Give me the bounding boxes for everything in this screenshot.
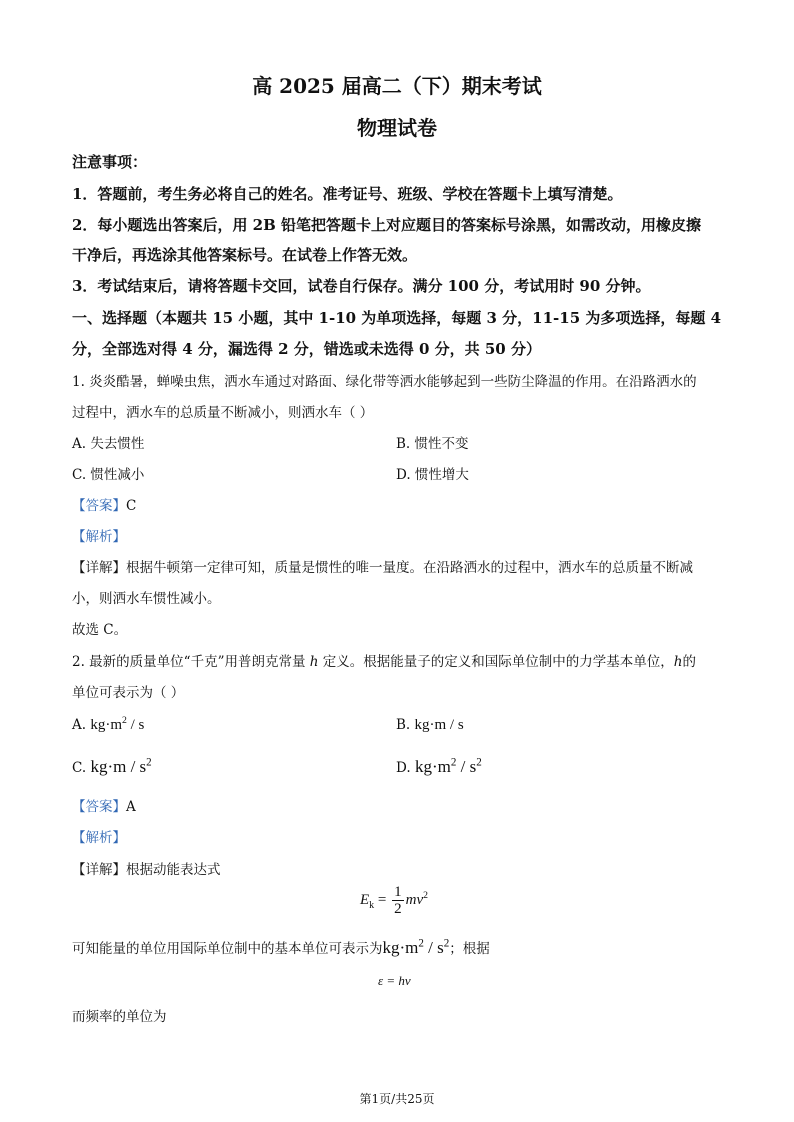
q1-detail-line-1 — [72, 556, 693, 576]
q2-detail-text: 根据动能表达式 — [126, 862, 221, 878]
q2-stem-symbol-h-2: h — [673, 654, 683, 670]
section-heading-line-1: 一、选择题（本题共 15 小题，其中 1-10 为单项选择，每题 3 分，11-15 为多项选择，每题 4 — [72, 309, 722, 327]
q2-option-b — [396, 714, 464, 734]
q1-option-b: B. 惯性不变 — [396, 436, 469, 452]
q1-answer-value: C — [126, 498, 137, 514]
q2-answer-label: 【答案】 — [72, 799, 126, 815]
q2-detail-label: 【详解】 — [72, 862, 126, 878]
exam-title: 高 2025 届高二（下）期末考试 — [252, 74, 542, 98]
section-heading-line-2: 分，全部选对得 4 分，漏选得 2 分，错选或未选得 0 分，共 50 分） — [72, 340, 541, 358]
q1-analysis-label: 【解析】 — [72, 529, 126, 545]
q2-option-d-label: D. — [396, 760, 415, 776]
q2-stem-line-1 — [72, 650, 696, 670]
notice-heading: 注意事项： — [72, 153, 148, 171]
q2-option-d-unit: $kg\cdot m^2 / s^2$ — [414, 756, 482, 776]
fraction-one-half: $\frac{1}{2}$ — [394, 884, 402, 917]
page-number: 第1页/共25页 — [359, 1092, 435, 1106]
notice-item-2-line-1: 2．每小题选出答案后，用 2B 铅笔把答题卡上对应题目的答案标号涂黑，如需改动，用橡皮擦 — [72, 216, 702, 234]
q2-energy-unit-line: 可知能量的单位用国际单位制中的基本单位可表示为$kg\cdot m^2 / s^2$；根据 — [72, 937, 490, 957]
q2-option-c-label: C. — [72, 760, 91, 776]
exam-subtitle: 物理试卷 — [357, 116, 437, 140]
q1-answer — [72, 494, 136, 514]
q1-stem-line-1: 1. 炎炎酷暑，蝉噪虫焦，洒水车通过对路面、绿化带等洒水能够起到一些防尘降温的作用。在沿路洒水的 — [72, 374, 697, 390]
q2-option-a-label: A. — [72, 717, 91, 733]
q1-conclusion: 故选 C。 — [72, 622, 128, 638]
q1-stem-line-2: 过程中，洒水车的总质量不断减小，则洒水车（ ） — [72, 405, 374, 421]
q2-stem-text-b: 定义。根据能量子的定义和国际单位制中的力学基本单位， — [318, 654, 674, 670]
q2-option-a-unit: $kg\cdot m^2 / s$ — [90, 715, 145, 733]
kinetic-energy-equation: $E_k$ = $\frac{1}{2}$ $mv^2$ — [360, 884, 429, 917]
q1-option-a: A. 失去惯性 — [72, 436, 145, 452]
q2-option-c — [72, 757, 152, 777]
q2-answer-value: A — [126, 799, 136, 815]
q2-option-b-label: B. — [396, 717, 415, 733]
q2-detail-line — [72, 858, 221, 878]
photon-energy-equation: ε = hν — [378, 973, 411, 988]
q2-option-c-unit: $kg\cdot m / s^2$ — [90, 756, 152, 776]
q2-last-line: 而频率的单位为 — [72, 1009, 167, 1025]
q1-answer-label: 【答案】 — [72, 498, 126, 514]
notice-item-2-line-2: 干净后，再选涂其他答案标号。在试卷上作答无效。 — [72, 246, 418, 264]
q2-option-d — [396, 757, 482, 777]
q2-stem-char-de: 的 — [682, 654, 696, 670]
notice-item-3: 3．考试结束后，请将答题卡交回，试卷自行保存。满分 100 分，考试用时 90 分钟。 — [72, 277, 651, 295]
energy-unit: $kg\cdot m^2 / s^2$ — [382, 937, 450, 957]
q2-stem-line-2: 单位可表示为（ ） — [72, 685, 185, 701]
q1-option-d: D. 惯性增大 — [396, 467, 469, 483]
q2-option-b-unit: kg·m / s — [414, 717, 464, 733]
q1-detail-label: 【详解】 — [72, 560, 126, 576]
q1-detail-text-1: 根据牛顿第一定律可知，质量是惯性的唯一量度。在沿路洒水的过程中，洒水车的总质量不断减 — [126, 560, 693, 576]
q2-analysis-label: 【解析】 — [72, 830, 126, 846]
q2-stem-text-a: 2. 最新的质量单位“千克”用普朗克常量 — [72, 654, 310, 670]
q2-stem-symbol-h: h — [309, 654, 319, 670]
notice-item-1: 1．答题前，考生务必将自己的姓名。准考证号、班级、学校在答题卡上填写清楚。 — [72, 185, 623, 203]
q1-detail-line-2: 小，则洒水车惯性减小。 — [72, 591, 221, 607]
q2-option-a — [72, 714, 144, 734]
q2-answer — [72, 795, 136, 815]
q1-option-c: C. 惯性减小 — [72, 467, 145, 483]
